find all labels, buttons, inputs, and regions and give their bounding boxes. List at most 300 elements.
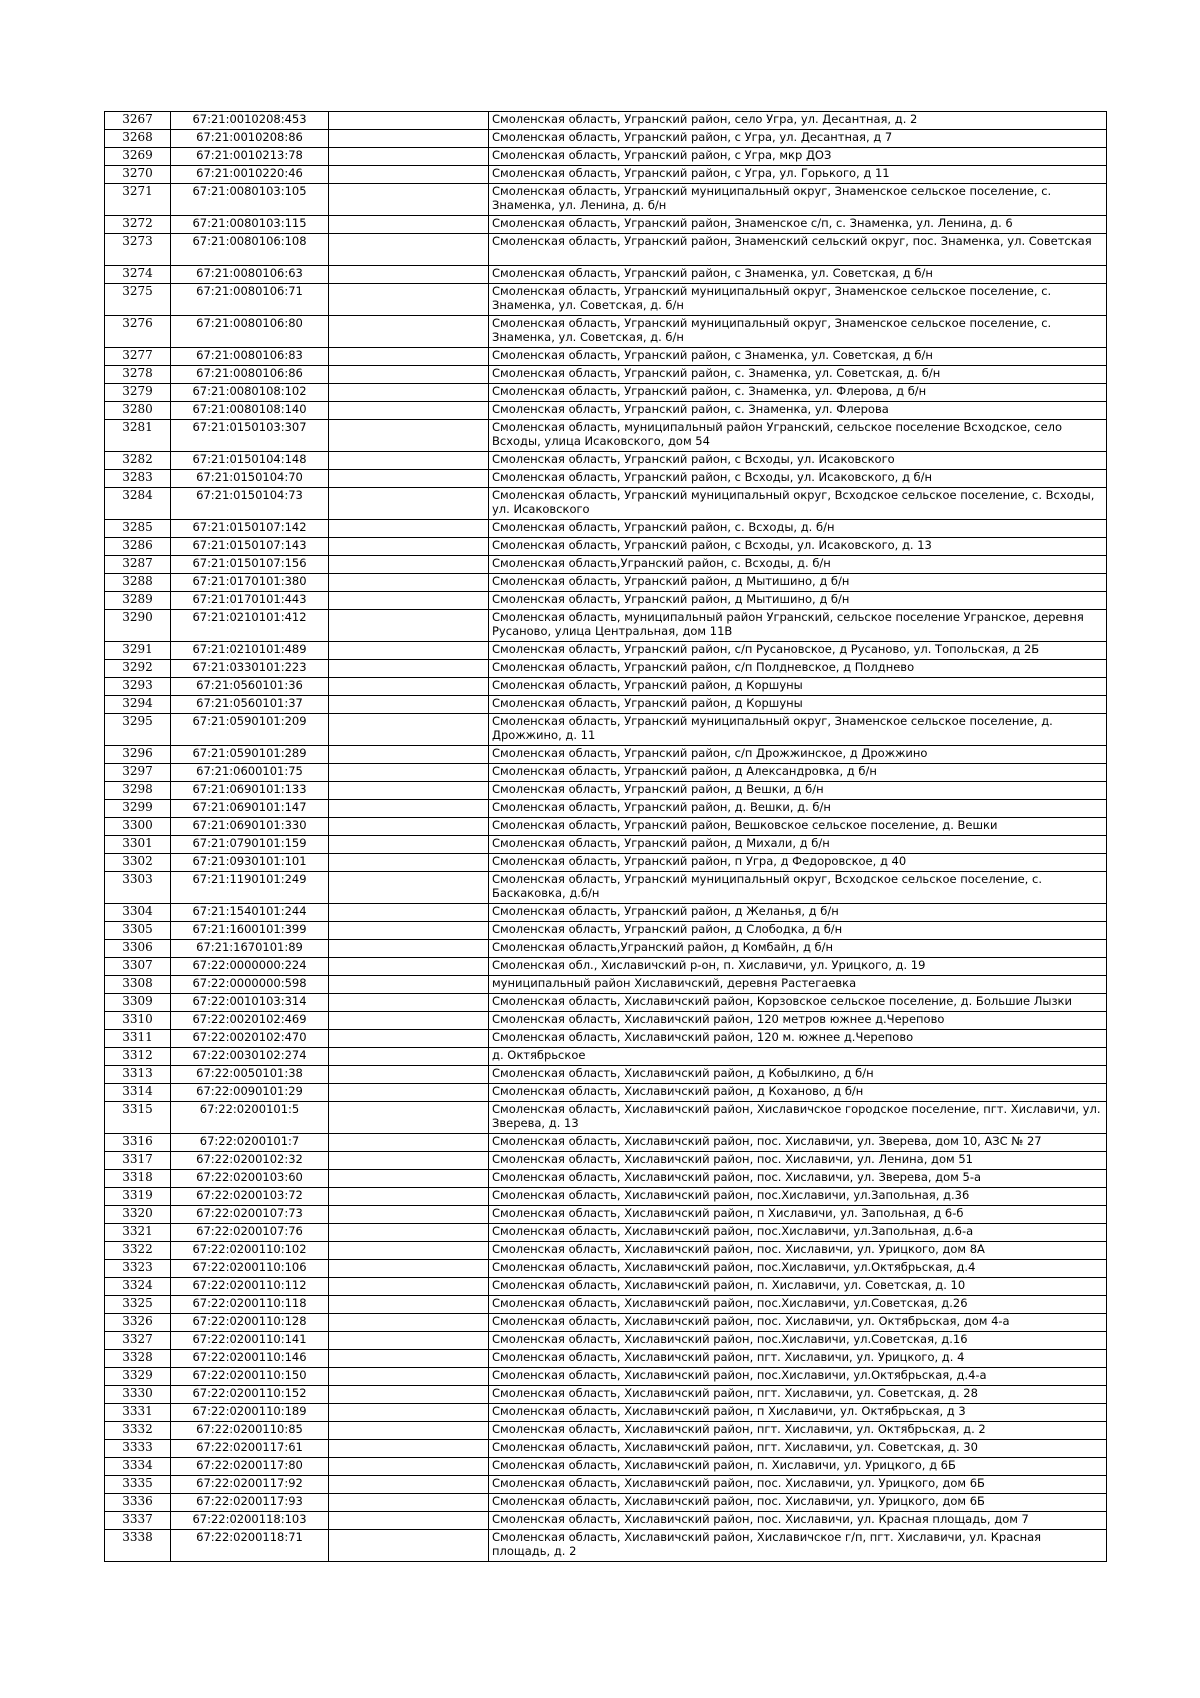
row-number-cell: 3273 [105,234,171,266]
cadastral-number-cell: 67:21:0210101:489 [171,642,329,660]
address-cell: Смоленская область, Угранский район, д. Вешки, д. б/н [489,800,1107,818]
name-cell [329,166,489,184]
table-row [105,610,1107,642]
name-cell [329,872,489,904]
table-row [105,872,1107,904]
name-cell [329,940,489,958]
row-number-cell: 3316 [105,1134,171,1152]
address-cell: Смоленская область, Хиславичский район, пос. Хиславичи, ул. Красная площадь, дом 7 [489,1512,1107,1530]
cadastral-number-cell: 67:21:0080106:108 [171,234,329,266]
cadastral-number-cell: 67:21:0930101:101 [171,854,329,872]
cadastral-number-cell: 67:21:0150107:142 [171,520,329,538]
address-cell: Смоленская область, Угранский муниципальный округ, Знаменское сельское поселение, с. Знаменка, ул. Советская, д. б/н [489,316,1107,348]
row-number-cell: 3293 [105,678,171,696]
row-number-cell: 3330 [105,1386,171,1404]
address-cell: Смоленская область, Угранский район, д Мытишино, д б/н [489,574,1107,592]
row-number-cell: 3283 [105,470,171,488]
table-row [105,854,1107,872]
address-cell: Смоленская область, Угранский район, с Всходы, ул. Исаковского, д б/н [489,470,1107,488]
name-cell [329,1152,489,1170]
address-cell: Смоленская область, Угранский район, Знаменский сельский округ, пос. Знаменка, ул. Советская [489,234,1107,266]
name-cell [329,1458,489,1476]
row-number-cell: 3299 [105,800,171,818]
cadastral-number-cell: 67:21:0080108:140 [171,402,329,420]
registry-table [104,111,1107,1562]
table-row [105,800,1107,818]
address-cell: Смоленская область, Угранский район, д Коршуны [489,696,1107,714]
row-number-cell: 3304 [105,904,171,922]
cadastral-number-cell: 67:21:1670101:89 [171,940,329,958]
name-cell [329,1084,489,1102]
table-row [105,904,1107,922]
address-cell: Смоленская область, Хиславичский район, 120 метров южнее д.Черепово [489,1012,1107,1030]
table-row [105,112,1107,130]
table-row [105,1476,1107,1494]
row-number-cell: 3331 [105,1404,171,1422]
name-cell [329,1242,489,1260]
address-cell: Смоленская область, Хиславичский район, пгт. Хиславичи, ул. Советская, д. 28 [489,1386,1107,1404]
address-cell: Смоленская область,Угранский район, д Комбайн, д б/н [489,940,1107,958]
name-cell [329,556,489,574]
cadastral-number-cell: 67:22:0010103:314 [171,994,329,1012]
address-cell: Смоленская область, Хиславичский район, пос.Хиславичи, ул.Запольная, д.36 [489,1188,1107,1206]
name-cell [329,420,489,452]
cadastral-number-cell: 67:21:0010220:46 [171,166,329,184]
row-number-cell: 3277 [105,348,171,366]
table-row [105,1206,1107,1224]
row-number-cell: 3271 [105,184,171,216]
address-cell: Смоленская область, Угранский муниципальный округ, Всходское сельское поселение, с. Баскаковка, д.б/н [489,872,1107,904]
address-cell: Смоленская область, Хиславичский район, Хиславичское г/п, пгт. Хиславичи, ул. Красная площадь, д. 2 [489,1530,1107,1562]
name-cell [329,1512,489,1530]
table-row [105,348,1107,366]
row-number-cell: 3286 [105,538,171,556]
cadastral-number-cell: 67:21:0010208:86 [171,130,329,148]
row-number-cell: 3269 [105,148,171,166]
row-number-cell: 3309 [105,994,171,1012]
table-row [105,764,1107,782]
name-cell [329,922,489,940]
address-cell: Смоленская область, Хиславичский район, пос. Хиславичи, ул. Урицкого, дом 6Б [489,1476,1107,1494]
address-cell: Смоленская область, Хиславичский район, пос.Хиславичи, ул.Советская, д.26 [489,1296,1107,1314]
row-number-cell: 3333 [105,1440,171,1458]
cadastral-number-cell: 67:22:0200103:72 [171,1188,329,1206]
row-number-cell: 3288 [105,574,171,592]
cadastral-number-cell: 67:21:0080106:63 [171,266,329,284]
cadastral-number-cell: 67:21:0080106:71 [171,284,329,316]
row-number-cell: 3328 [105,1350,171,1368]
name-cell [329,696,489,714]
table-row [105,452,1107,470]
table-row [105,1030,1107,1048]
row-number-cell: 3325 [105,1296,171,1314]
cadastral-number-cell: 67:22:0200110:141 [171,1332,329,1350]
name-cell [329,1260,489,1278]
name-cell [329,402,489,420]
name-cell [329,1224,489,1242]
table-row [105,1458,1107,1476]
name-cell [329,1494,489,1512]
table-row [105,1512,1107,1530]
name-cell [329,1332,489,1350]
name-cell [329,316,489,348]
table-row [105,266,1107,284]
name-cell [329,538,489,556]
row-number-cell: 3276 [105,316,171,348]
cadastral-number-cell: 67:22:0200117:92 [171,1476,329,1494]
table-row [105,1386,1107,1404]
name-cell [329,216,489,234]
row-number-cell: 3307 [105,958,171,976]
table-row [105,1242,1107,1260]
name-cell [329,782,489,800]
address-cell: Смоленская область, Хиславичский район, пос.Хиславичи, ул.Запольная, д.6-а [489,1224,1107,1242]
table-row [105,1134,1107,1152]
cadastral-number-cell: 67:22:0200118:71 [171,1530,329,1562]
address-cell: Смоленская область, Хиславичский район, Корзовское сельское поселение, д. Большие Лызки [489,994,1107,1012]
cadastral-number-cell: 67:21:0560101:37 [171,696,329,714]
name-cell [329,1404,489,1422]
name-cell [329,1012,489,1030]
address-cell: Смоленская область, Угранский район, с/п Полдневское, д Полднево [489,660,1107,678]
table-row [105,1188,1107,1206]
name-cell [329,1350,489,1368]
row-number-cell: 3303 [105,872,171,904]
table-row [105,592,1107,610]
row-number-cell: 3300 [105,818,171,836]
row-number-cell: 3318 [105,1170,171,1188]
row-number-cell: 3292 [105,660,171,678]
cadastral-number-cell: 67:22:0050101:38 [171,1066,329,1084]
row-number-cell: 3329 [105,1368,171,1386]
name-cell [329,384,489,402]
address-cell: Смоленская область, Угранский район, д Вешки, д б/н [489,782,1107,800]
table-row [105,940,1107,958]
name-cell [329,1206,489,1224]
cadastral-number-cell: 67:21:0170101:380 [171,574,329,592]
cadastral-number-cell: 67:22:0200110:152 [171,1386,329,1404]
address-cell: муниципальный район Хиславичский, деревня Растегаевка [489,976,1107,994]
address-cell: Смоленская область, Угранский район, д Желанья, д б/н [489,904,1107,922]
cadastral-number-cell: 67:22:0090101:29 [171,1084,329,1102]
name-cell [329,714,489,746]
address-cell: Смоленская область, Хиславичский район, пос.Хиславичи, ул.Октябрьская, д.4 [489,1260,1107,1278]
row-number-cell: 3332 [105,1422,171,1440]
address-cell: Смоленская область, Угранский район, д Мытишино, д б/н [489,592,1107,610]
cadastral-number-cell: 67:22:0200110:118 [171,1296,329,1314]
table-row [105,922,1107,940]
row-number-cell: 3301 [105,836,171,854]
row-number-cell: 3302 [105,854,171,872]
cadastral-number-cell: 67:22:0200103:60 [171,1170,329,1188]
address-cell: Смоленская область, Угранский район, д Коршуны [489,678,1107,696]
name-cell [329,148,489,166]
table-row [105,184,1107,216]
cadastral-number-cell: 67:22:0200117:61 [171,1440,329,1458]
name-cell [329,366,489,384]
name-cell [329,284,489,316]
cadastral-number-cell: 67:22:0200110:112 [171,1278,329,1296]
row-number-cell: 3294 [105,696,171,714]
table-row [105,1530,1107,1562]
row-number-cell: 3317 [105,1152,171,1170]
cadastral-number-cell: 67:21:0690101:147 [171,800,329,818]
address-cell: Смоленская область, Угранский муниципальный округ, Знаменское сельское поселение, с. Знаменка, ул. Ленина, д. б/н [489,184,1107,216]
row-number-cell: 3338 [105,1530,171,1562]
name-cell [329,1048,489,1066]
name-cell [329,678,489,696]
cadastral-number-cell: 67:21:0080106:86 [171,366,329,384]
table-row [105,384,1107,402]
address-cell: Смоленская область, Хиславичский район, пос. Хиславичи, ул. Зверева, дом 5-а [489,1170,1107,1188]
row-number-cell: 3323 [105,1260,171,1278]
name-cell [329,1134,489,1152]
cadastral-number-cell: 67:21:0150107:156 [171,556,329,574]
address-cell: Смоленская область, Угранский район, с. Знаменка, ул. Советская, д. б/н [489,366,1107,384]
address-cell: Смоленская область, Хиславичский район, Хиславичское городское поселение, пгт. Хиславичи, ул. Зверева, д. 13 [489,1102,1107,1134]
cadastral-number-cell: 67:21:1600101:399 [171,922,329,940]
cadastral-number-cell: 67:22:0000000:224 [171,958,329,976]
address-cell: Смоленская область, Хиславичский район, д Кобылкино, д б/н [489,1066,1107,1084]
table-row [105,818,1107,836]
row-number-cell: 3311 [105,1030,171,1048]
row-number-cell: 3280 [105,402,171,420]
row-number-cell: 3289 [105,592,171,610]
address-cell: Смоленская область, Угранский район, д Михали, д б/н [489,836,1107,854]
table-row [105,994,1107,1012]
cadastral-number-cell: 67:22:0200117:93 [171,1494,329,1512]
table-row [105,1260,1107,1278]
address-cell: Смоленская область, Угранский муниципальный округ, Знаменское сельское поселение, д. Дрожжино, д. 11 [489,714,1107,746]
row-number-cell: 3314 [105,1084,171,1102]
address-cell: Смоленская область, Хиславичский район, пгт. Хиславичи, ул. Советская, д. 30 [489,1440,1107,1458]
table-row [105,1012,1107,1030]
address-cell: Смоленская обл., Хиславичский р-он, п. Хиславичи, ул. Урицкого, д. 19 [489,958,1107,976]
table-row [105,488,1107,520]
row-number-cell: 3334 [105,1458,171,1476]
table-row [105,1048,1107,1066]
table-row [105,1224,1107,1242]
row-number-cell: 3324 [105,1278,171,1296]
name-cell [329,610,489,642]
address-cell: Смоленская область, Угранский район, с. Всходы, д. б/н [489,520,1107,538]
table-row [105,1404,1107,1422]
address-cell: Смоленская область, Угранский район, с Угра, ул. Горького, д 11 [489,166,1107,184]
row-number-cell: 3337 [105,1512,171,1530]
name-cell [329,642,489,660]
cadastral-number-cell: 67:21:0690101:330 [171,818,329,836]
cadastral-number-cell: 67:21:0080106:80 [171,316,329,348]
address-cell: Смоленская область, Хиславичский район, пос. Хиславичи, ул. Октябрьская, дом 4-а [489,1314,1107,1332]
cadastral-number-cell: 67:22:0030102:274 [171,1048,329,1066]
table-row [105,538,1107,556]
cadastral-number-cell: 67:22:0200110:106 [171,1260,329,1278]
row-number-cell: 3327 [105,1332,171,1350]
cadastral-number-cell: 67:22:0200102:32 [171,1152,329,1170]
table-row [105,1084,1107,1102]
table-row [105,746,1107,764]
row-number-cell: 3279 [105,384,171,402]
name-cell [329,800,489,818]
address-cell: Смоленская область, Хиславичский район, пос.Хиславичи, ул.Советская, д.16 [489,1332,1107,1350]
table-row [105,836,1107,854]
address-cell: Смоленская область, Хиславичский район, 120 м. южнее д.Черепово [489,1030,1107,1048]
cadastral-number-cell: 67:22:0200110:102 [171,1242,329,1260]
name-cell [329,1030,489,1048]
table-row [105,782,1107,800]
name-cell [329,836,489,854]
address-cell: Смоленская область, Хиславичский район, пос.Хиславичи, ул.Октябрьская, д.4-а [489,1368,1107,1386]
name-cell [329,976,489,994]
address-cell: Смоленская область, Угранский район, с. Знаменка, ул. Флерова [489,402,1107,420]
cadastral-number-cell: 67:22:0000000:598 [171,976,329,994]
row-number-cell: 3308 [105,976,171,994]
cadastral-number-cell: 67:22:0200110:85 [171,1422,329,1440]
table-row [105,642,1107,660]
name-cell [329,854,489,872]
address-cell: Смоленская область, Угранский район, село Угра, ул. Десантная, д. 2 [489,112,1107,130]
cadastral-number-cell: 67:21:0080103:105 [171,184,329,216]
address-cell: Смоленская область, Угранский район, с/п Русановское, д Русаново, ул. Топольская, д 2Б [489,642,1107,660]
address-cell: Смоленская область, Хиславичский район, пгт. Хиславичи, ул. Октябрьская, д. 2 [489,1422,1107,1440]
table-row [105,1314,1107,1332]
registry-rows [105,112,1107,1562]
name-cell [329,1188,489,1206]
table-row [105,284,1107,316]
row-number-cell: 3321 [105,1224,171,1242]
address-cell: Смоленская область, Угранский район, с Угра, ул. Десантная, д 7 [489,130,1107,148]
name-cell [329,348,489,366]
cadastral-number-cell: 67:21:0080103:115 [171,216,329,234]
table-row [105,402,1107,420]
table-row [105,470,1107,488]
row-number-cell: 3326 [105,1314,171,1332]
row-number-cell: 3274 [105,266,171,284]
cadastral-number-cell: 67:22:0200110:189 [171,1404,329,1422]
cadastral-number-cell: 67:21:0150103:307 [171,420,329,452]
address-cell: Смоленская область, Угранский район, с/п Дрожжинское, д Дрожжино [489,746,1107,764]
cadastral-number-cell: 67:21:0010208:453 [171,112,329,130]
row-number-cell: 3291 [105,642,171,660]
row-number-cell: 3272 [105,216,171,234]
address-cell: Смоленская область, Угранский район, д Александровка, д б/н [489,764,1107,782]
address-cell: Смоленская область, Угранский район, с Всходы, ул. Исаковского [489,452,1107,470]
name-cell [329,1296,489,1314]
name-cell [329,592,489,610]
table-row [105,958,1107,976]
name-cell [329,994,489,1012]
table-row [105,1296,1107,1314]
cadastral-number-cell: 67:21:0080108:102 [171,384,329,402]
table-row [105,1152,1107,1170]
table-row [105,420,1107,452]
name-cell [329,1476,489,1494]
table-row [105,556,1107,574]
cadastral-number-cell: 67:21:0330101:223 [171,660,329,678]
row-number-cell: 3320 [105,1206,171,1224]
cadastral-number-cell: 67:22:0020102:470 [171,1030,329,1048]
address-cell: Смоленская область, Угранский муниципальный округ, Всходское сельское поселение, с. Всходы, ул. Исаковского [489,488,1107,520]
cadastral-number-cell: 67:21:0590101:289 [171,746,329,764]
address-cell: Смоленская область, Хиславичский район, п. Хиславичи, ул. Урицкого, д 6Б [489,1458,1107,1476]
row-number-cell: 3322 [105,1242,171,1260]
name-cell [329,1314,489,1332]
cadastral-number-cell: 67:22:0200110:150 [171,1368,329,1386]
address-cell: Смоленская область, Угранский район, Знаменское с/п, с. Знаменка, ул. Ленина, д. 6 [489,216,1107,234]
address-cell: Смоленская область, Угранский район, с Знаменка, ул. Советская, д б/н [489,348,1107,366]
cadastral-number-cell: 67:22:0200101:7 [171,1134,329,1152]
cadastral-number-cell: 67:21:0560101:36 [171,678,329,696]
address-cell: Смоленская область, Хиславичский район, д Коханово, д б/н [489,1084,1107,1102]
table-row [105,696,1107,714]
address-cell: Смоленская область, Угранский муниципальный округ, Знаменское сельское поселение, с. Знаменка, ул. Советская, д. б/н [489,284,1107,316]
table-row [105,1350,1107,1368]
address-cell: Смоленская область, Хиславичский район, п Хиславичи, ул. Октябрьская, д 3 [489,1404,1107,1422]
row-number-cell: 3287 [105,556,171,574]
table-row [105,166,1107,184]
cadastral-number-cell: 67:21:0010213:78 [171,148,329,166]
name-cell [329,1440,489,1458]
row-number-cell: 3310 [105,1012,171,1030]
table-row [105,678,1107,696]
name-cell [329,764,489,782]
name-cell [329,818,489,836]
address-cell: Смоленская область, Хиславичский район, пос. Хиславичи, ул. Урицкого, дом 6Б [489,1494,1107,1512]
row-number-cell: 3305 [105,922,171,940]
address-cell: Смоленская область, муниципальный район Угранский, сельское поселение Угранское, деревня Русаново, улица Центральная, дом 11В [489,610,1107,642]
cadastral-number-cell: 67:21:0170101:443 [171,592,329,610]
row-number-cell: 3285 [105,520,171,538]
row-number-cell: 3298 [105,782,171,800]
name-cell [329,958,489,976]
table-row [105,520,1107,538]
table-row [105,216,1107,234]
row-number-cell: 3270 [105,166,171,184]
row-number-cell: 3281 [105,420,171,452]
row-number-cell: 3319 [105,1188,171,1206]
table-row [105,1440,1107,1458]
name-cell [329,234,489,266]
cadastral-number-cell: 67:21:0150104:70 [171,470,329,488]
address-cell: Смоленская область, Угранский район, с Угра, мкр ДОЗ [489,148,1107,166]
address-cell: Смоленская область,Угранский район, с. Всходы, д. б/н [489,556,1107,574]
cadastral-number-cell: 67:22:0200101:5 [171,1102,329,1134]
table-row [105,660,1107,678]
table-row [105,1368,1107,1386]
table-row [105,714,1107,746]
name-cell [329,112,489,130]
address-cell: Смоленская область, Угранский район, с. Знаменка, ул. Флерова, д б/н [489,384,1107,402]
address-cell: Смоленская область, муниципальный район Угранский, сельское поселение Всходское, село Всходы, улица Исаковского, дом 54 [489,420,1107,452]
cadastral-number-cell: 67:22:0200117:80 [171,1458,329,1476]
address-cell: Смоленская область, Хиславичский район, пос. Хиславичи, ул. Ленина, дом 51 [489,1152,1107,1170]
name-cell [329,660,489,678]
name-cell [329,904,489,922]
cadastral-number-cell: 67:21:0210101:412 [171,610,329,642]
cadastral-number-cell: 67:21:0080106:83 [171,348,329,366]
name-cell [329,1422,489,1440]
cadastral-number-cell: 67:21:0590101:209 [171,714,329,746]
table-row [105,1422,1107,1440]
table-row [105,1066,1107,1084]
cadastral-number-cell: 67:21:0150104:73 [171,488,329,520]
table-row [105,148,1107,166]
table-row [105,1332,1107,1350]
row-number-cell: 3267 [105,112,171,130]
table-row [105,574,1107,592]
cadastral-number-cell: 67:22:0200107:73 [171,1206,329,1224]
cadastral-number-cell: 67:21:0790101:159 [171,836,329,854]
